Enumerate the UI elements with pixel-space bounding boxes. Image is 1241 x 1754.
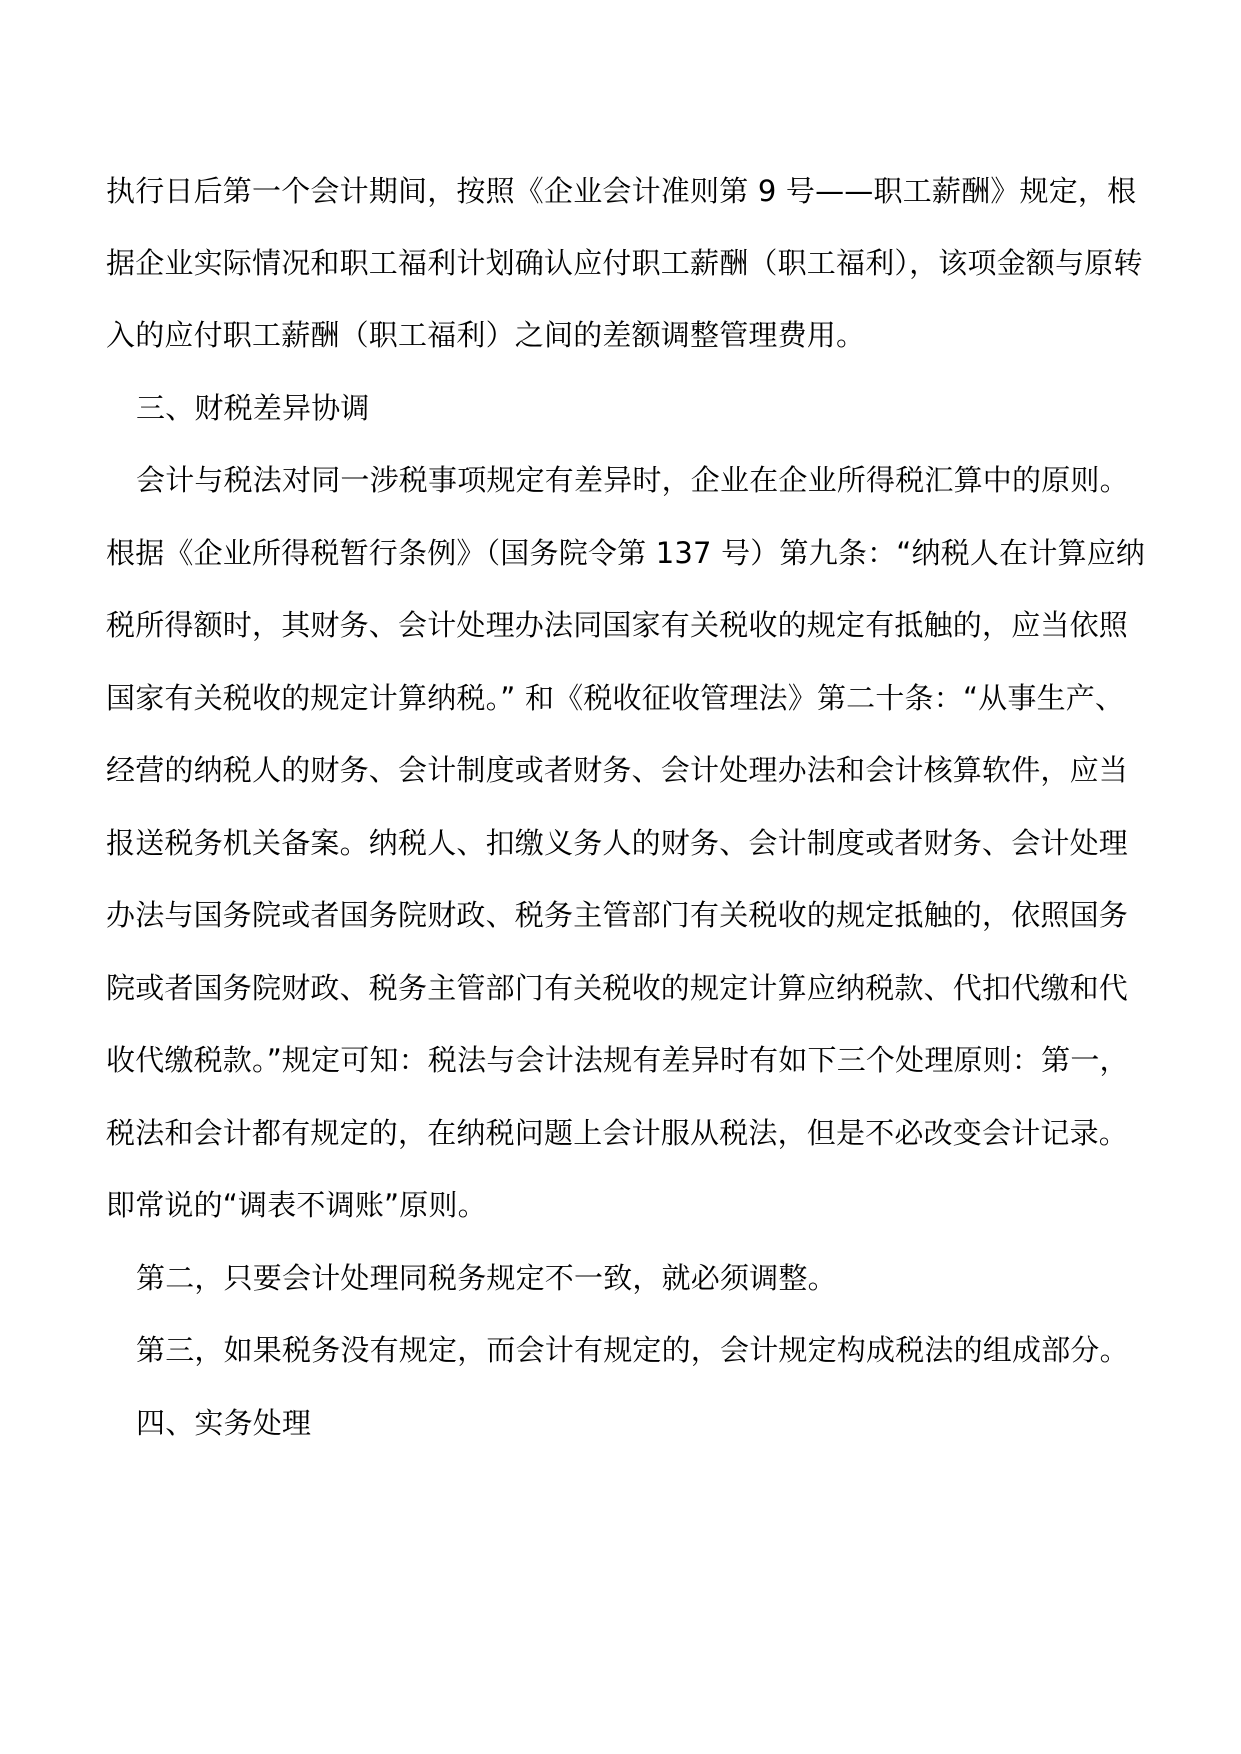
paragraph-line-11: 办法与国务院或者国务院财政、税务主管部门有关税收的规定抵触的，依照国务 xyxy=(106,898,1129,932)
paragraph-line-10: 报送税务机关备案。纳税人、扣缴义务人的财务、会计制度或者财务、会计处理 xyxy=(106,826,1129,860)
paragraph-line-7: 税所得额时，其财务、会计处理办法同国家有关税收的规定有抵触的，应当依照 xyxy=(106,608,1129,642)
paragraph-line-12: 院或者国务院财政、税务主管部门有关税收的规定计算应纳税款、代扣代缴和代 xyxy=(106,971,1129,1005)
paragraph-line-1: 执行日后第一个会计期间，按照《企业会计准则第 9 号——职工薪酬》规定，根 xyxy=(106,174,1137,208)
paragraph-line-17: 第三，如果税务没有规定，而会计有规定的，会计规定构成税法的组成部分。 xyxy=(136,1333,1129,1367)
section-heading-3: 三、财税差异协调 xyxy=(136,391,370,425)
paragraph-line-8: 国家有关税收的规定计算纳税。” 和《税收征收管理法》第二十条：“从事生产、 xyxy=(106,681,1125,715)
paragraph-line-16: 第二，只要会计处理同税务规定不一致，就必须调整。 xyxy=(136,1261,837,1295)
paragraph-line-3: 入的应付职工薪酬（职工福利）之间的差额调整管理费用。 xyxy=(106,318,866,352)
paragraph-line-15: 即常说的“调表不调账”原则。 xyxy=(106,1188,487,1222)
paragraph-line-13: 收代缴税款。”规定可知：税法与会计法规有差异时有如下三个处理原则：第一， xyxy=(106,1043,1129,1077)
section-heading-4: 四、实务处理 xyxy=(136,1406,312,1440)
paragraph-line-14: 税法和会计都有规定的，在纳税问题上会计服从税法，但是不必改变会计记录。 xyxy=(106,1116,1129,1150)
paragraph-line-2: 据企业实际情况和职工福利计划确认应付职工薪酬（职工福利），该项金额与原转 xyxy=(106,246,1143,280)
paragraph-line-9: 经营的纳税人的财务、会计制度或者财务、会计处理办法和会计核算软件，应当 xyxy=(106,753,1129,787)
paragraph-line-6: 根据《企业所得税暂行条例》（国务院令第 137 号）第九条：“纳税人在计算应纳 xyxy=(106,536,1146,570)
paragraph-line-5: 会计与税法对同一涉税事项规定有差异时，企业在企业所得税汇算中的原则。 xyxy=(136,463,1129,497)
